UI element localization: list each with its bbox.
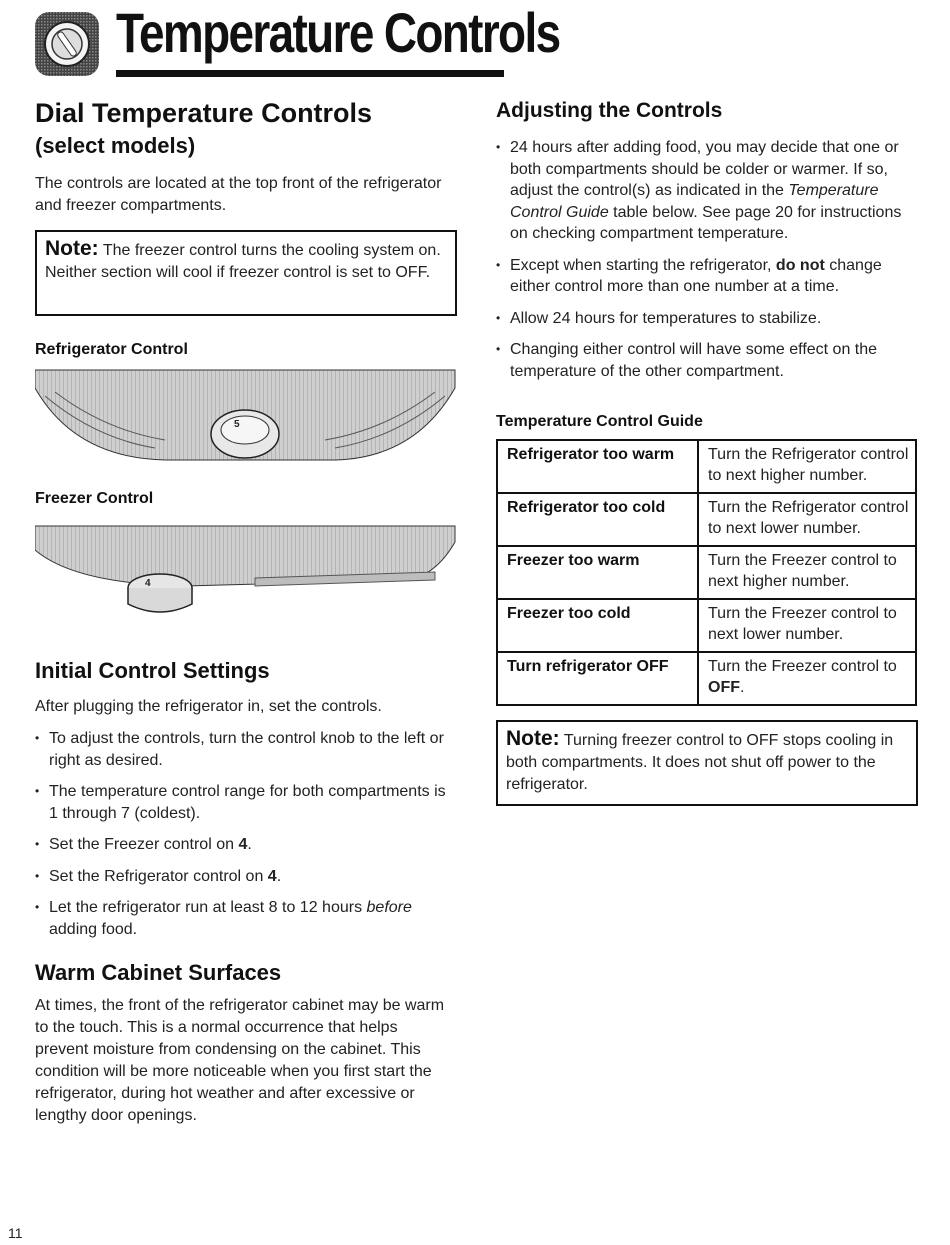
list-item: • 24 hours after adding food, you may decide that one or both compartments should be colder or warmer. If so, adjust the control(s) as indicated in the Temperature Control Guide table below. See page 20 for instructions on checking compartment temperature. xyxy=(496,137,916,245)
list-item: • Except when starting the refrigerator, do not change either control more than one number at a time. xyxy=(496,255,916,298)
condition-cell: Refrigerator too cold xyxy=(497,493,698,546)
select-models-subheading: (select models) xyxy=(35,133,196,158)
refrigerator-dial-number: 5 xyxy=(234,419,240,430)
note-label: Note: xyxy=(45,237,99,260)
warm-cabinet-text: At times, the front of the refrigerator cabinet may be warm to the touch. This is a normal occurrence that helps prevent moisture from condensing on the cabinet. This condition will be more noticeable when you first start the refrigerator, during hot weather and after excessive or lengthy door openings. xyxy=(35,997,445,1124)
temperature-dial-icon xyxy=(35,12,99,76)
initial-settings-intro: After plugging the refrigerator in, set the controls. xyxy=(35,698,382,715)
action-cell: Turn the Freezer control to OFF. xyxy=(698,652,916,705)
freezer-control-illustration xyxy=(35,522,457,622)
condition-cell: Refrigerator too warm xyxy=(497,440,698,493)
condition-cell: Freezer too warm xyxy=(497,546,698,599)
adjusting-controls-heading: Adjusting the Controls xyxy=(496,99,723,122)
action-cell: Turn the Refrigerator control to next higher number. xyxy=(698,440,916,493)
list-item: • Allow 24 hours for temperatures to stabilize. xyxy=(496,308,916,330)
action-cell: Turn the Freezer control to next higher number. xyxy=(698,546,916,599)
page-number: 11 xyxy=(8,1225,23,1241)
refrigerator-control-illustration xyxy=(35,368,457,470)
initial-settings-list xyxy=(35,728,453,940)
temperature-guide-heading: Temperature Control Guide xyxy=(496,413,703,430)
list-item: • Changing either control will have some effect on the temperature of the other compartment. xyxy=(496,339,916,382)
action-cell: Turn the Freezer control to next lower number. xyxy=(698,599,916,652)
dial-controls-intro: The controls are located at the top front of the refrigerator and freezer compartments. xyxy=(35,175,442,214)
table-row xyxy=(497,599,916,652)
table-row xyxy=(497,493,916,546)
table-row xyxy=(497,652,916,705)
page-title: Temperature Controls xyxy=(116,1,560,64)
list-item: • The temperature control range for both compartments is 1 through 7 (coldest). xyxy=(35,781,453,824)
list-item: • To adjust the controls, turn the control knob to the left or right as desired. xyxy=(35,728,453,771)
refrigerator-control-label: Refrigerator Control xyxy=(35,341,188,358)
table-row xyxy=(497,440,916,493)
freezer-note-box xyxy=(35,230,457,316)
freezer-control-label: Freezer Control xyxy=(35,490,154,507)
adjusting-controls-list xyxy=(496,137,916,382)
list-item: • Set the Refrigerator control on 4. xyxy=(35,866,453,888)
title-underline xyxy=(116,70,504,77)
dial-controls-heading: Dial Temperature Controls xyxy=(35,98,373,128)
initial-settings-heading: Initial Control Settings xyxy=(35,658,270,683)
action-cell: Turn the Refrigerator control to next lower number. xyxy=(698,493,916,546)
freezer-dial-number: 4 xyxy=(145,578,151,589)
table-row xyxy=(497,546,916,599)
condition-cell: Freezer too cold xyxy=(497,599,698,652)
note-text: The freezer control turns the cooling system on. Neither section will cool if freezer control is set to OFF. xyxy=(45,242,441,281)
condition-cell: Turn refrigerator OFF xyxy=(497,652,698,705)
off-note-box xyxy=(496,720,918,806)
temperature-control-guide-table xyxy=(496,439,917,706)
list-item: • Set the Freezer control on 4. xyxy=(35,834,453,856)
note-label: Note: xyxy=(506,727,560,750)
list-item: • Let the refrigerator run at least 8 to 12 hours before adding food. xyxy=(35,897,453,940)
warm-cabinet-heading: Warm Cabinet Surfaces xyxy=(35,960,282,985)
note-text: Turning freezer control to OFF stops cooling in both compartments. It does not shut off power to the refrigerator. xyxy=(506,732,894,793)
